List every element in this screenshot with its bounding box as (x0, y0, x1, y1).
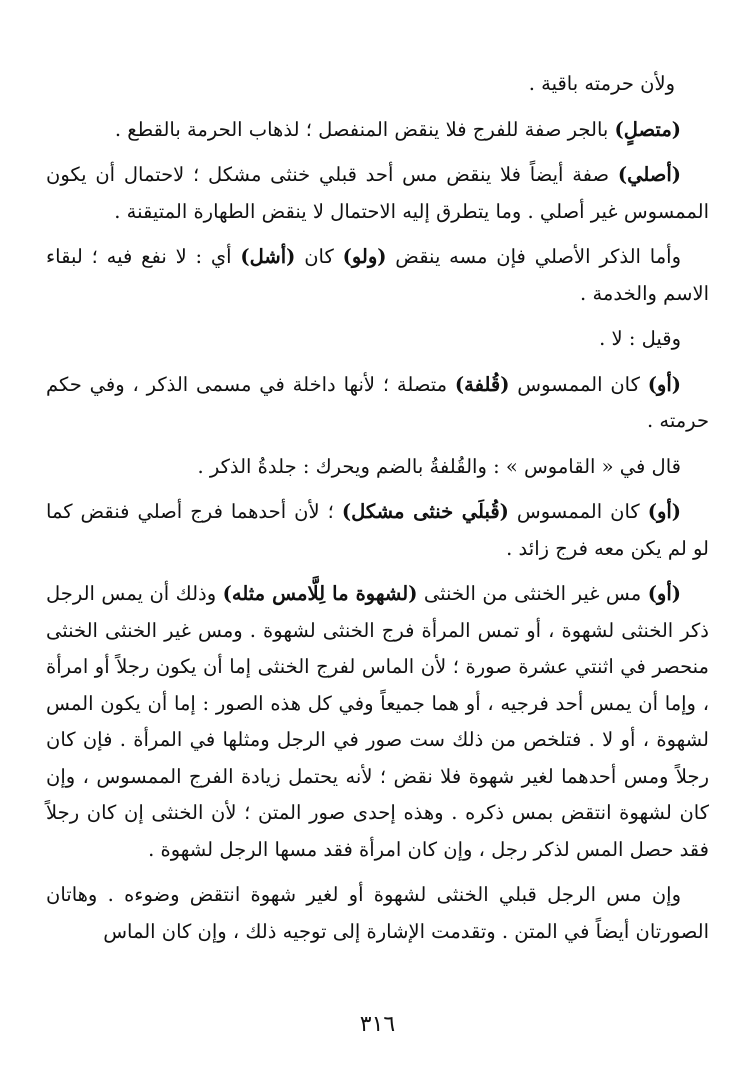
paragraph (46, 239, 709, 312)
bold-term: (متصلٍ) (614, 117, 681, 141)
bold-term: (أو) (647, 582, 681, 605)
paragraph (46, 877, 709, 950)
text-run: كان الممسوس (508, 500, 648, 523)
bold-term: (أصلي) (617, 163, 681, 186)
bold-term: (أو) (647, 372, 681, 396)
paragraph (46, 367, 709, 440)
text-run: ولأن حرمته باقية . (528, 72, 675, 95)
text-run: متصلة ؛ لأنها داخلة في مسمى الذكر ، وفي حكم حرمته . (46, 372, 709, 432)
bold-term: (أشل) (240, 245, 296, 268)
text-run: ؛ لأن أحدهما فرج أصلي فنقض كما لو لم يكن معه فرج زائد . (46, 500, 709, 560)
text-run: كان الممسوس (509, 372, 648, 396)
text-run: وذلك أن يمس الرجل ذكر الخنثى لشهوة ، أو تمس المرأة فرج الخنثى لشهوة . ومس غير الخنثى الخنثى منحصر في اثنتي عشرة صورة ؛ لأن الماس لفرج الخنثى إما أن يكون رجلاً أو امرأة ، وإما أن يمس أحد فرجيه ، أو هما جميعاً وفي كل هذه الصور : إما أن يكون المس لشهوة ، أو لا . فتلخص من ذلك ست صور في الرجل ومثلها في المرأة . فإن كان رجلاً ومس أحدهما لغير شهوة فلا نقض ؛ لأنه يحتمل زيادة الفرج الممسوس ، وإن كان لشهوة انتقض بمس ذكره . وهذه إحدى صور المتن ؛ لأن الخنثى إن كان رجلاً فقد حصل المس لذكر رجل ، وإن كان امرأة فقد مسها الرجل لشهوة . (46, 582, 709, 861)
text-run: قال في « القاموس » : والقُلفةُ بالضم ويحرك : جلدةُ الذكر . (197, 454, 681, 478)
text-run: أي : لا نفع فيه ؛ لبقاء الاسم والخدمة . (46, 245, 709, 305)
paragraph (46, 449, 709, 486)
paragraph (46, 576, 709, 868)
paragraph (46, 321, 709, 358)
paragraph (46, 157, 709, 230)
body-text (46, 66, 709, 950)
text-run: وقيل : لا . (599, 327, 681, 350)
text-run: مس غير الخنثى من الخنثى (417, 582, 648, 605)
bold-term: (ولو) (342, 245, 387, 268)
paragraph (46, 112, 709, 149)
bold-term: (قُلفة) (454, 372, 510, 396)
text-run: كان (295, 245, 343, 268)
bold-term: (لشهوة ما لِلَّامس مثله) (222, 582, 418, 605)
page-number: ٣١٦ (359, 1012, 396, 1037)
text-run: صفة أيضاً فلا ينقض مس أحد قبلي خنثى مشكل ؛ لاحتمال أن يكون الممسوس غير أصلي . وما يتطرق إليه الاحتمال لا ينقض الطهارة المتيقنة . (46, 163, 709, 223)
bold-term: (قُبلَي خنثى مشكل) (341, 500, 509, 523)
bold-term: (أو) (647, 500, 682, 523)
paragraph (46, 494, 709, 567)
text-run: وأما الذكر الأصلي فإن مسه ينقض (386, 245, 681, 268)
paragraph (46, 66, 709, 103)
text-run: وإن مس الرجل قبلي الخنثى لشهوة أو لغير شهوة انتقض وضوءه . وهاتان الصورتان أيضاً في المتن . وتقدمت الإشارة إلى توجيه ذلك ، وإن كان الماس (46, 883, 709, 943)
text-run: بالجر صفة للفرج فلا ينقض المنفصل ؛ لذهاب الحرمة بالقطع . (114, 117, 615, 141)
